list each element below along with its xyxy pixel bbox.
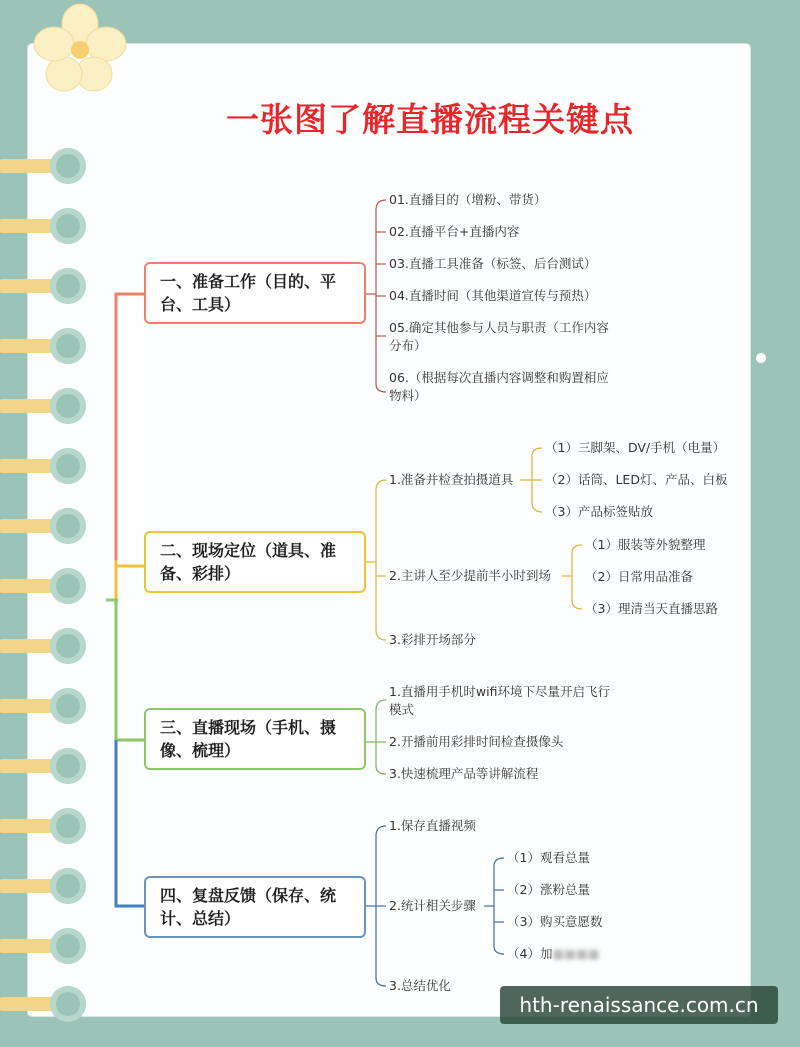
prep-item-6: 06.（根据每次直播内容调整和购置相应物料） (389, 370, 609, 403)
watermark: hth-renaissance.com.cn (500, 986, 778, 1024)
onsite-sub-1-1: （1）三脚架、DV/手机（电量） (545, 440, 726, 455)
review-item-1: 1.保存直播视频 (389, 818, 476, 833)
page-title: 一张图了解直播流程关键点 (226, 100, 634, 139)
obscured-text: ■■■■ (552, 946, 600, 961)
onsite-sub-1-2: （2）话筒、LED灯、产品、白板 (545, 472, 728, 487)
onsite-item-3: 3.彩排开场部分 (389, 632, 476, 647)
live-item-2: 2.开播前用彩排时间检查摄像头 (389, 734, 564, 749)
review-item-3: 3.总结优化 (389, 978, 451, 993)
review-sub-4 (507, 945, 600, 963)
review-sub-4-text: （4）加 (507, 946, 553, 961)
review-sub-2: （2）涨粉总量 (507, 882, 590, 897)
section-box-live: 三、直播现场（手机、摄像、梳理） (144, 708, 366, 770)
onsite-item-2: 2.主讲人至少提前半小时到场 (389, 568, 551, 583)
onsite-sub-1-3: （3）产品标签贴放 (545, 504, 653, 519)
review-item-2: 2.统计相关步骤 (389, 898, 476, 913)
prep-item-4: 04.直播时间（其他渠道宣传与预热） (389, 288, 597, 303)
review-sub-3: （3）购买意愿数 (507, 914, 603, 929)
live-item-1: 1.直播用手机时wifi环境下尽量开启飞行模式 (389, 684, 610, 717)
onsite-sub-2-1: （1）服装等外貌整理 (585, 537, 706, 552)
section-box-prep: 一、准备工作（目的、平台、工具） (144, 262, 366, 324)
prep-item-2: 02.直播平台+直播内容 (389, 224, 520, 239)
section-box-review: 四、复盘反馈（保存、统计、总结） (144, 876, 366, 938)
review-sub-1: （1）观看总量 (507, 850, 590, 865)
prep-item-3: 03.直播工具准备（标签、后台测试） (389, 256, 597, 271)
onsite-sub-2-3: （3）理清当天直播思路 (585, 601, 718, 616)
prep-item-1: 01.直播目的（增粉、带货） (389, 192, 547, 207)
live-item-3: 3.快速梳理产品等讲解流程 (389, 766, 539, 781)
section-box-onsite: 二、现场定位（道具、准备、彩排） (144, 531, 366, 593)
onsite-item-1: 1.准备并检查拍摄道具 (389, 472, 514, 487)
onsite-sub-2-2: （2）日常用品准备 (585, 569, 693, 584)
prep-item-5: 05.确定其他参与人员与职责（工作内容分布） (389, 320, 609, 353)
